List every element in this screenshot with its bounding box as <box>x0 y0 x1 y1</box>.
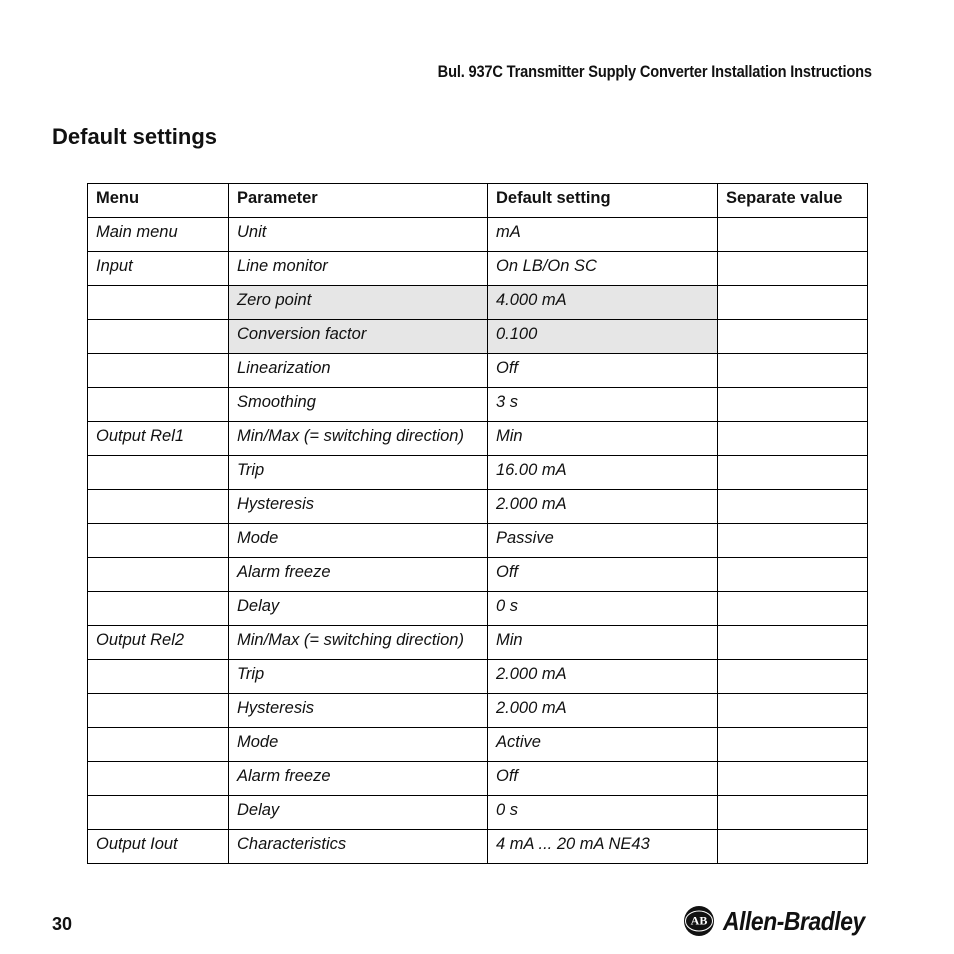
cell-menu <box>88 354 229 388</box>
column-header-default-setting: Default setting <box>488 184 718 218</box>
table-row <box>88 830 868 864</box>
cell-separate-value <box>718 592 868 626</box>
cell-separate-value <box>718 694 868 728</box>
cell-default-setting: Off <box>488 354 718 388</box>
table-row <box>88 490 868 524</box>
table-row <box>88 456 868 490</box>
cell-menu <box>88 592 229 626</box>
table-row <box>88 626 868 660</box>
cell-parameter: Smoothing <box>229 388 488 422</box>
cell-default-setting: Active <box>488 728 718 762</box>
cell-separate-value <box>718 796 868 830</box>
table-body <box>88 218 868 864</box>
cell-menu <box>88 762 229 796</box>
table-row <box>88 592 868 626</box>
cell-separate-value <box>718 456 868 490</box>
cell-default-setting: 0.100 <box>488 320 718 354</box>
cell-separate-value <box>718 490 868 524</box>
table-row <box>88 558 868 592</box>
cell-parameter: Mode <box>229 524 488 558</box>
cell-parameter: Alarm freeze <box>229 762 488 796</box>
column-header-parameter: Parameter <box>229 184 488 218</box>
table-row <box>88 388 868 422</box>
cell-default-setting: 4 mA ... 20 mA NE43 <box>488 830 718 864</box>
cell-separate-value <box>718 286 868 320</box>
page-number: 30 <box>52 914 73 934</box>
cell-menu <box>88 694 229 728</box>
cell-menu <box>88 524 229 558</box>
table-row <box>88 218 868 252</box>
table-row <box>88 354 868 388</box>
cell-default-setting: Off <box>488 762 718 796</box>
document-header-title: Bul. 937C Transmitter Supply Converter Installation Instructions <box>437 62 872 81</box>
cell-separate-value <box>718 354 868 388</box>
cell-separate-value <box>718 388 868 422</box>
cell-menu <box>88 728 229 762</box>
section-title: Default settings <box>52 124 218 149</box>
cell-parameter: Delay <box>229 592 488 626</box>
table-row <box>88 728 868 762</box>
table-row <box>88 252 868 286</box>
cell-separate-value <box>718 320 868 354</box>
cell-default-setting: Min <box>488 626 718 660</box>
table-row <box>88 762 868 796</box>
cell-parameter: Characteristics <box>229 830 488 864</box>
cell-parameter: Delay <box>229 796 488 830</box>
table-row <box>88 694 868 728</box>
column-header-menu: Menu <box>88 184 229 218</box>
cell-parameter: Trip <box>229 660 488 694</box>
cell-separate-value <box>718 422 868 456</box>
allen-bradley-logo-icon <box>683 905 715 937</box>
cell-default-setting: Passive <box>488 524 718 558</box>
cell-menu <box>88 558 229 592</box>
cell-default-setting: 3 s <box>488 388 718 422</box>
cell-separate-value <box>718 728 868 762</box>
cell-parameter: Alarm freeze <box>229 558 488 592</box>
cell-parameter: Min/Max (= switching direction) <box>229 626 488 660</box>
column-header-separate-value: Separate value <box>718 184 868 218</box>
cell-default-setting: Off <box>488 558 718 592</box>
cell-menu <box>88 320 229 354</box>
cell-default-setting: 0 s <box>488 796 718 830</box>
cell-menu <box>88 388 229 422</box>
cell-menu: Input <box>88 252 229 286</box>
cell-default-setting: 16.00 mA <box>488 456 718 490</box>
cell-parameter: Unit <box>229 218 488 252</box>
cell-menu <box>88 456 229 490</box>
table-row <box>88 524 868 558</box>
cell-separate-value <box>718 660 868 694</box>
cell-default-setting: 2.000 mA <box>488 490 718 524</box>
cell-default-setting: 2.000 mA <box>488 660 718 694</box>
cell-menu <box>88 490 229 524</box>
cell-menu <box>88 286 229 320</box>
cell-separate-value <box>718 218 868 252</box>
cell-parameter: Trip <box>229 456 488 490</box>
table-row <box>88 286 868 320</box>
cell-separate-value <box>718 762 868 796</box>
table-row <box>88 796 868 830</box>
cell-separate-value <box>718 830 868 864</box>
cell-menu: Main menu <box>88 218 229 252</box>
cell-separate-value <box>718 524 868 558</box>
cell-default-setting: 4.000 mA <box>488 286 718 320</box>
cell-parameter: Zero point <box>229 286 488 320</box>
table-row <box>88 422 868 456</box>
cell-parameter: Hysteresis <box>229 490 488 524</box>
table-header-row <box>88 184 868 218</box>
cell-default-setting: 0 s <box>488 592 718 626</box>
cell-separate-value <box>718 626 868 660</box>
cell-separate-value <box>718 558 868 592</box>
table-row <box>88 320 868 354</box>
cell-parameter: Line monitor <box>229 252 488 286</box>
cell-parameter: Linearization <box>229 354 488 388</box>
cell-parameter: Mode <box>229 728 488 762</box>
cell-separate-value <box>718 252 868 286</box>
table-row <box>88 660 868 694</box>
cell-menu: Output Rel2 <box>88 626 229 660</box>
cell-parameter: Hysteresis <box>229 694 488 728</box>
logo-text: AB <box>690 913 708 928</box>
cell-default-setting: Min <box>488 422 718 456</box>
cell-default-setting: 2.000 mA <box>488 694 718 728</box>
cell-menu <box>88 660 229 694</box>
cell-menu <box>88 796 229 830</box>
cell-parameter: Conversion factor <box>229 320 488 354</box>
cell-menu: Output Iout <box>88 830 229 864</box>
cell-parameter: Min/Max (= switching direction) <box>229 422 488 456</box>
brand-name: Allen-Bradley <box>722 905 865 936</box>
cell-default-setting: On LB/On SC <box>488 252 718 286</box>
cell-default-setting: mA <box>488 218 718 252</box>
brand <box>683 905 884 937</box>
cell-menu: Output Rel1 <box>88 422 229 456</box>
default-settings-table <box>87 183 868 864</box>
